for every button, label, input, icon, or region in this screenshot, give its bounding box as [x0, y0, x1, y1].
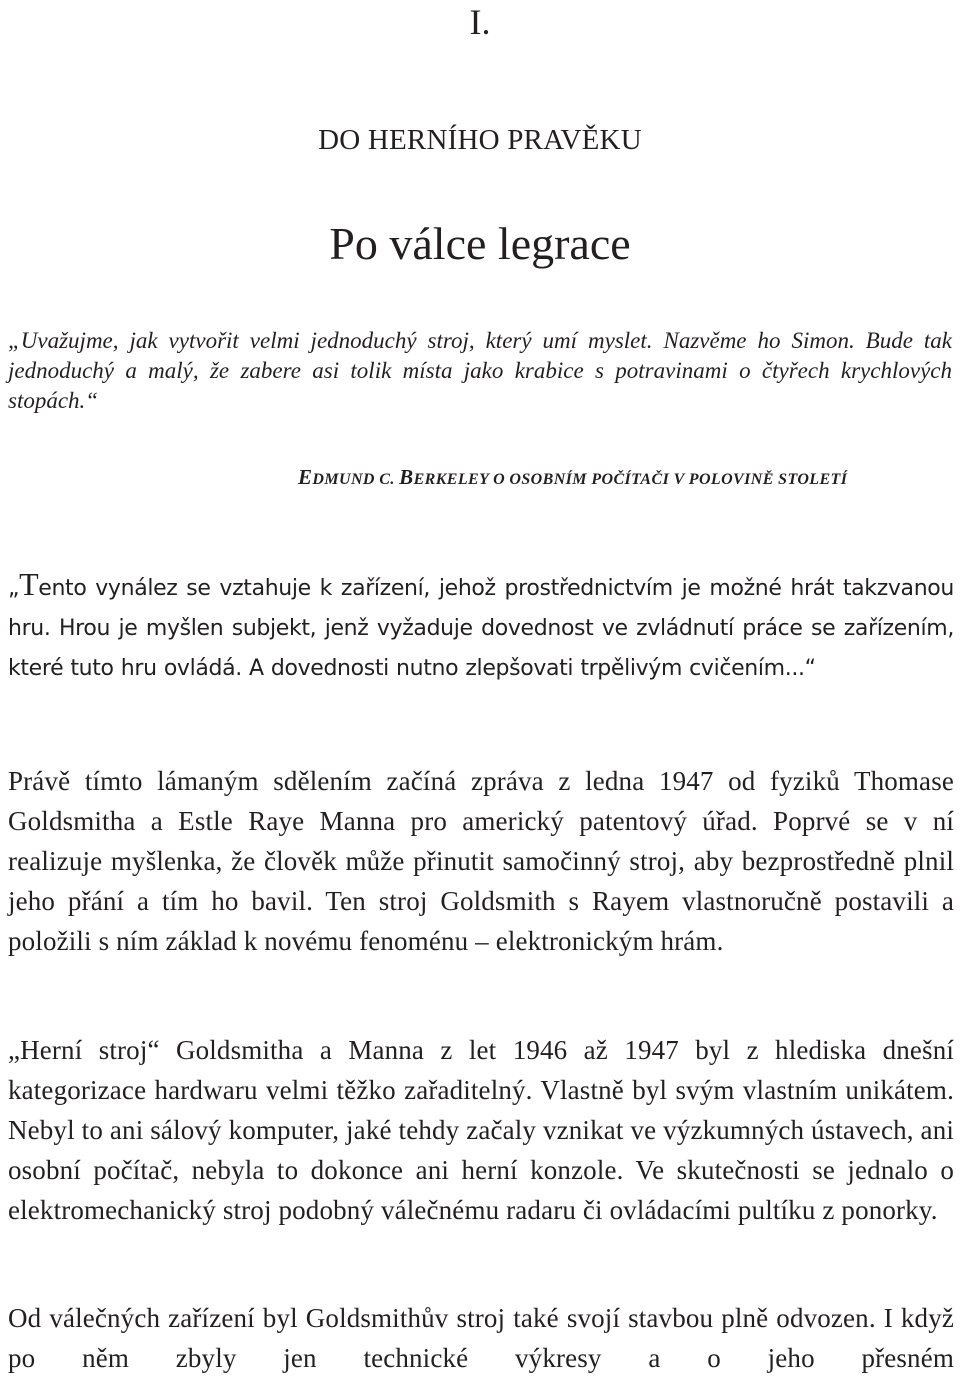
- chapter-title: Po válce legrace: [329, 218, 631, 269]
- patent-quote: [8, 566, 954, 689]
- motto-attribution: [298, 462, 958, 495]
- chapter-number: I.: [469, 2, 491, 42]
- attribution-first-name: DMUND C.: [312, 471, 400, 488]
- attribution-rest: ERKELEY O OSOBNÍM POČÍTAČI V POLOVINĚ STOLETÍ: [413, 471, 848, 488]
- patent-quote-open-mark: „: [8, 576, 20, 601]
- attribution-initial-last: B: [399, 465, 414, 489]
- body-paragraph: „Herní stroj“ Goldsmitha a Manna z let 1946 až 1947 byl z hlediska dnešní kategorizace hardwaru velmi těžko zařaditelný. Vlastně byl svým vlastním unikátem. Nebyl to ani sálový komputer, jaké tehdy začaly vznikat ve výzkumných ústavech, ani osobní počítač, nebyla to dokonce ani herní konzole. Ve skutečnosti se jednalo o elektromechanický stroj podobný válečnému radaru či ovládacími pultíku z ponorky.: [8, 1035, 954, 1225]
- body-paragraph: Od válečných zařízení byl Goldsmithův stroj také svojí stavbou plně odvozen. I když po něm zbyly jen technické výkresy a o jeho přesném: [8, 1303, 954, 1373]
- attribution-initial-first: E: [298, 465, 313, 489]
- part-title: DO HERNÍHO PRAVĚKU: [318, 124, 642, 156]
- patent-quote-text: ento vynález se vztahuje k zařízení, jehož prostřednictvím je možné hrát takzvanou hru. Hrou je myšlen subjekt, jenž vyžaduje dovednost ve zvládnutí práce se zařízením, které tuto hru ovládá. A dovednosti nutno zlepšovati trpělivým cvičením...“: [8, 576, 954, 681]
- body-paragraph: Právě tímto lámaným sdělením začíná zpráva z ledna 1947 od fyziků Thomase Goldsmitha a Estle Raye Manna pro americký patentový úřad. Poprvé se v ní realizuje myšlenka, že člověk může přinutit samočinný stroj, aby bezprostředně plnil jeho přání a tím ho bavil. Ten stroj Goldsmith s Rayem vlastnoručně postavili a položili s ním základ k novému fenoménu – elektronickým hrám.: [8, 766, 954, 956]
- motto-quote: „Uvažujme, jak vytvořit velmi jednoduchý stroj, který umí myslet. Nazvěme ho Simon. Bude tak jednoduchý a malý, že zabere asi tolik místa jako krabice s potravinami o čtyřech krychlových stopách.“: [8, 328, 952, 413]
- patent-quote-dropcap: T: [19, 566, 39, 602]
